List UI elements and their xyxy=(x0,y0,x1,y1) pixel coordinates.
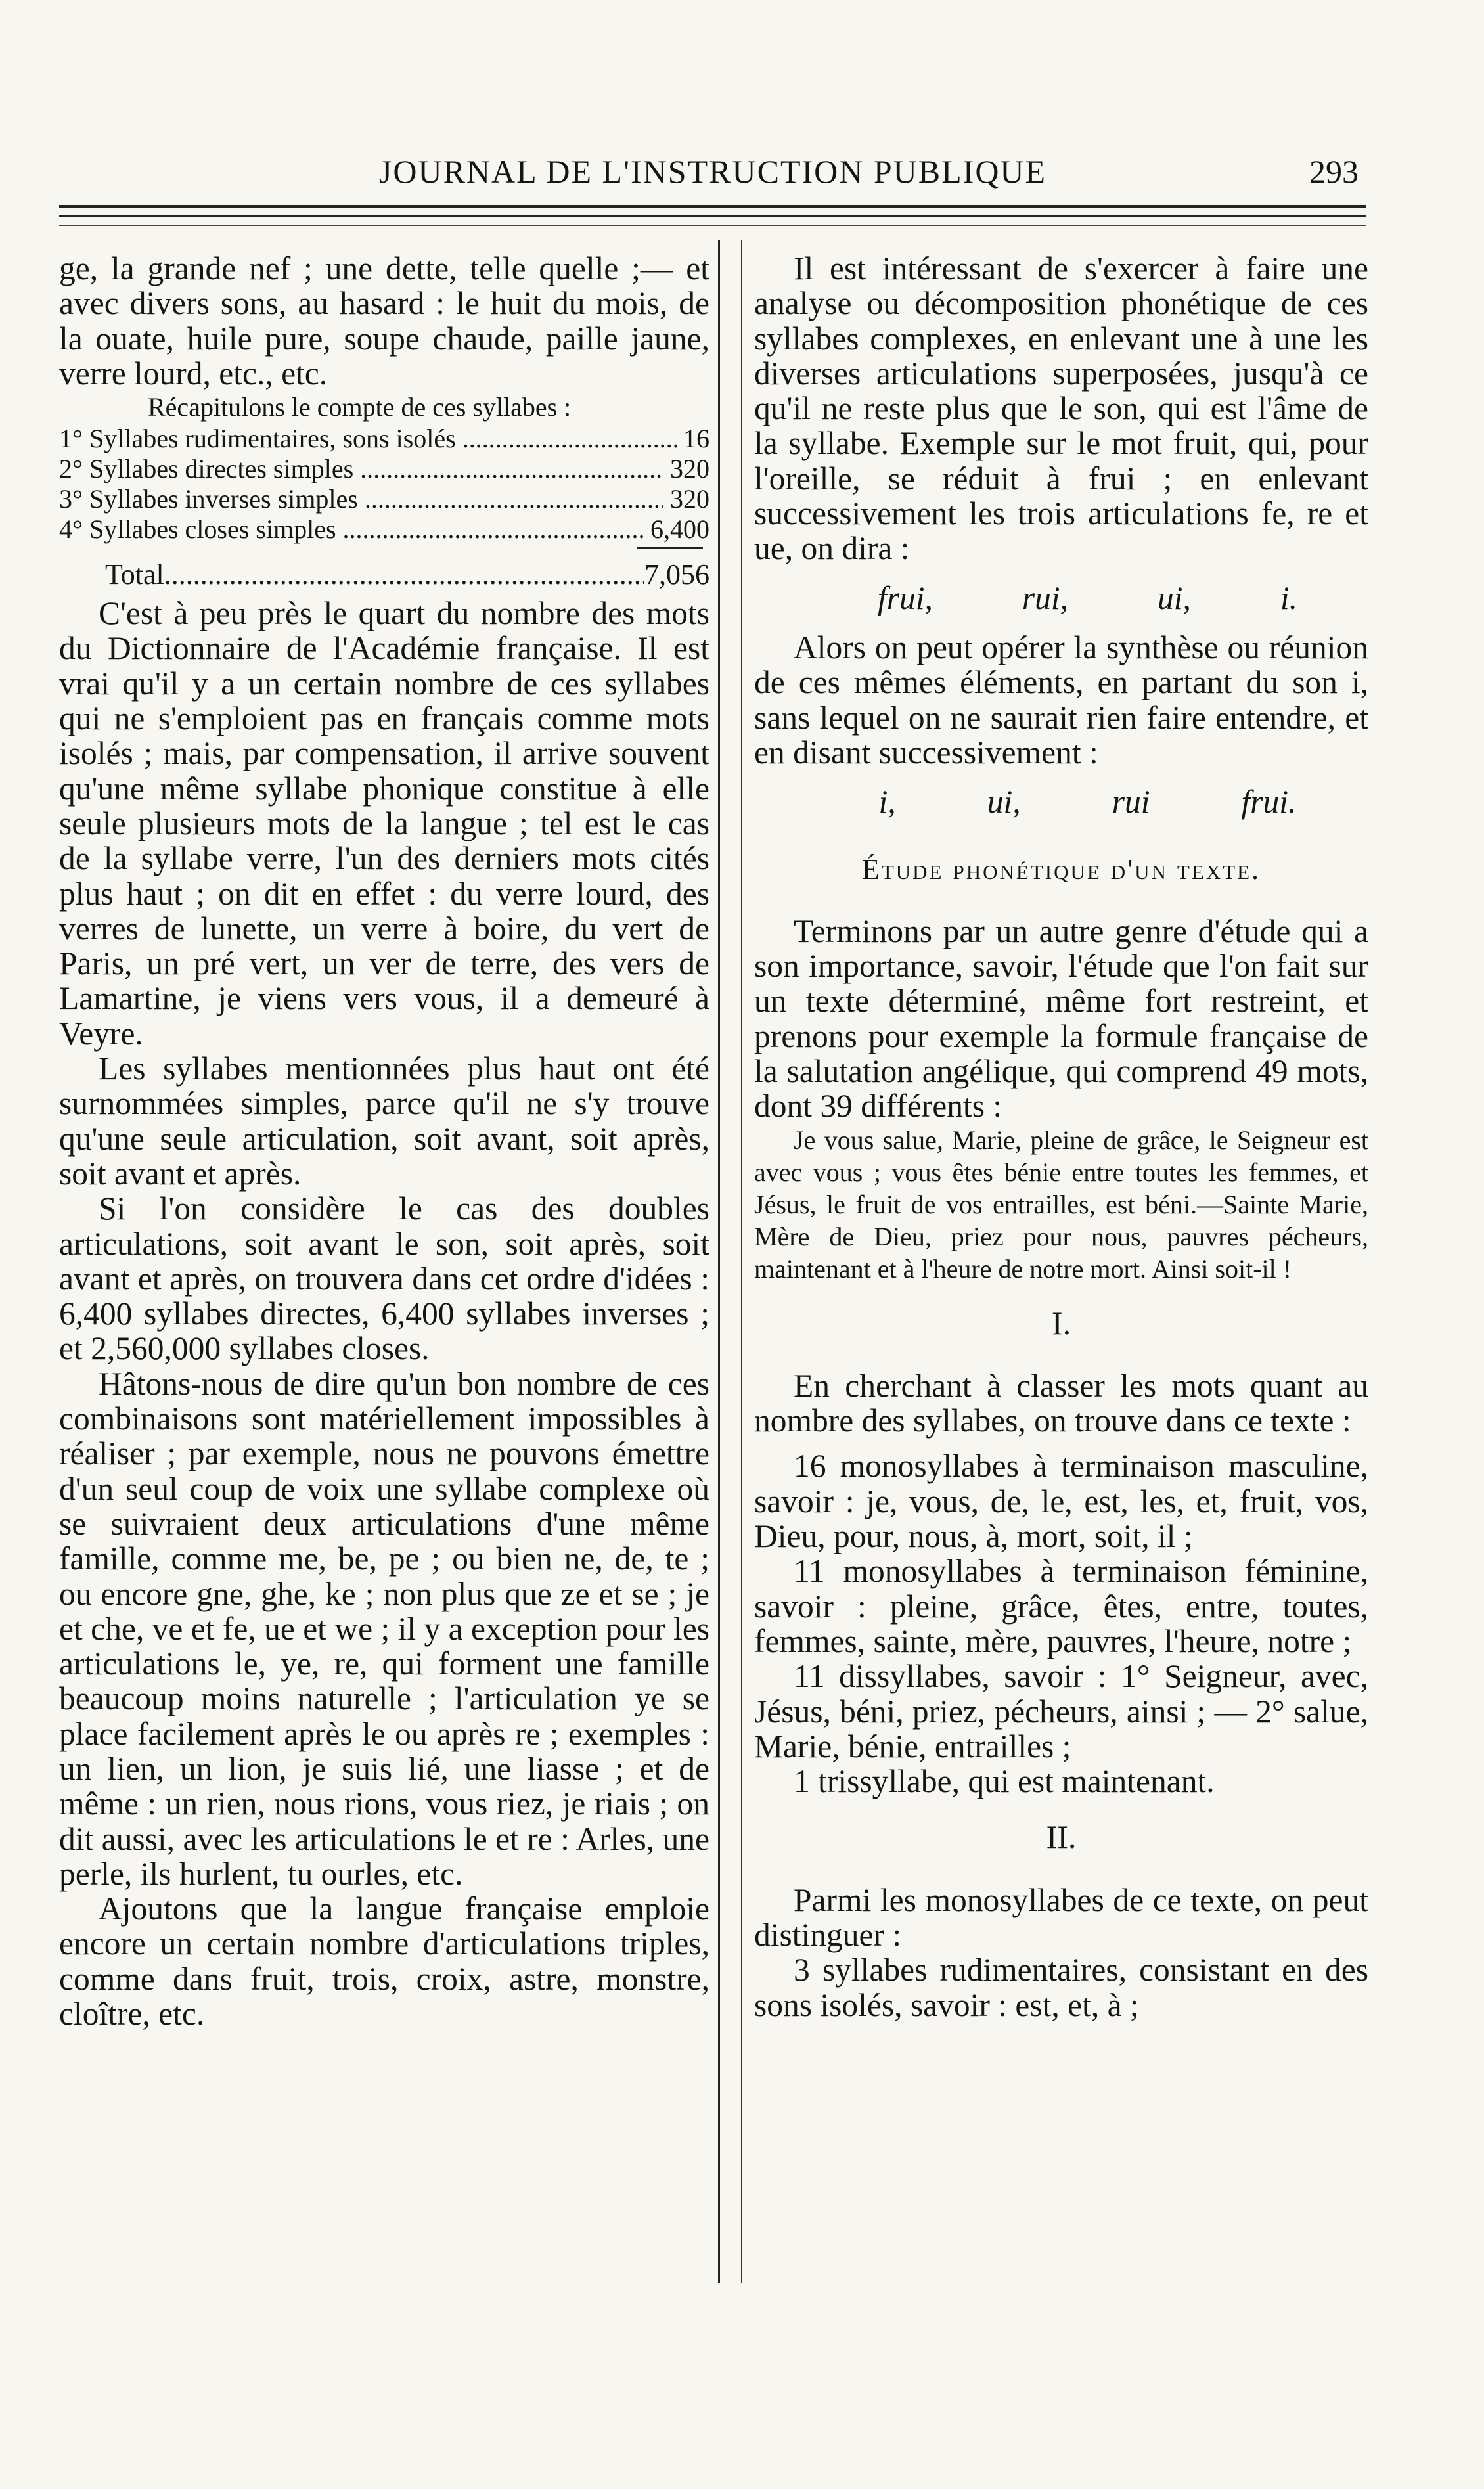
syllable: i. xyxy=(1280,579,1297,616)
header-rule-thick xyxy=(59,205,1366,208)
left-paragraph-6: Ajoutons que la langue française emploie encore un certain nombre d'articulations triples, comme dans fruit, trois, croix, astre, monstre, cloître, etc. xyxy=(59,1891,709,2032)
right-paragraph-10: 3 syllabes rudimentaires, consistant en des sons isolés, savoir : est, et, à ; xyxy=(754,1952,1368,2023)
synthesis-sequence xyxy=(754,784,1368,819)
recap-label: 2° Syllabes directes simples ..... xyxy=(59,454,663,484)
left-paragraph-2: C'est à peu près le quart du nombre des mots du Dictionnaire de l'Académie française. Il est vrai qu'il y a un certain nombre de ces syllabes qui ne s'emploient pas en français comme mots isolés ; mais, par compensation, il arrive souvent qu'une même syllabe phonique constitue à elle seule plusieurs mots de la langue ; tel est le cas de la syllabe verre, l'un des derniers mots cités plus haut ; on dit en effet : du verre lourd, des verres de lunette, un verre à boire, du vert de Paris, un pré vert, un ver de terre, des vers de Lamartine, je viens vers vous, il a demeuré à Veyre. xyxy=(59,595,709,1052)
syllable: ui, xyxy=(1157,579,1191,616)
sum-rule xyxy=(637,547,703,549)
right-column xyxy=(754,251,1368,2023)
page-header xyxy=(59,152,1366,198)
right-paragraph-4: En cherchant à classer les mots quant au nombre des syllabes, on trouve dans ce texte : xyxy=(754,1367,1368,1439)
recap-row xyxy=(59,424,709,454)
left-paragraph-4: Si l'on considère le cas des doubles articulations, soit avant le son, soit après, soit avant et après, on trouvera dans cet ordre d'idées : 6,400 syllabes directes, 6,400 syllabes inverses ; et 2,560,000 syllabes closes. xyxy=(59,1190,709,1367)
running-title: JOURNAL DE L'INSTRUCTION PUBLIQUE xyxy=(378,153,1047,190)
right-paragraph-7: 11 dissyllabes, savoir : 1° Seigneur, avec, Jésus, béni, priez, pécheurs, ainsi ; — 2° salue, Marie, bénie, entrailles ; xyxy=(754,1658,1368,1764)
syllable: rui, xyxy=(1022,579,1069,616)
right-paragraph-2: Alors on peut opérer la synthèse ou réunion de ces mêmes éléments, en partant du son i, sans lequel on ne saurait rien faire entendre, et en disant successivement : xyxy=(754,629,1368,771)
right-paragraph-6: 11 monosyllabes à terminaison féminine, savoir : pleine, grâce, êtes, entre, toutes, femmes, sainte, mère, pauvres, l'heure, notre ; xyxy=(754,1553,1368,1659)
right-paragraph-3: Terminons par un autre genre d'étude qui a son importance, savoir, l'étude que l'on fait sur un texte déterminé, même fort restreint, et prenons pour exemple la formule française de la salutation angélique, qui comprend 49 mots, dont 39 différents : xyxy=(754,912,1368,1125)
prayer-quote: Je vous salue, Marie, pleine de grâce, le Seigneur est avec vous ; vous êtes bénie entre toutes les femmes, et Jésus, le fruit de vos entrailles, est béni.—Sainte Marie, Mère de Dieu, priez pour nous, pauvres pécheurs, maintenant et à l'heure de notre mort. Ainsi soit-il ! xyxy=(754,1125,1368,1284)
total-value: 7,056 xyxy=(644,558,709,591)
right-paragraph-5: 16 monosyllabes à terminaison masculine, savoir : je, vous, de, le, est, les, et, fruit, vos, Dieu, pour, nous, à, mort, soit, il ; xyxy=(754,1448,1368,1555)
analysis-sequence xyxy=(754,581,1368,616)
column-divider xyxy=(718,240,720,2283)
syllable: frui, xyxy=(877,579,933,616)
recap-value: 6,400 xyxy=(650,514,709,545)
recap-value: 16 xyxy=(683,424,709,454)
section-heading-1: I. xyxy=(1051,1304,1071,1341)
page-number: 293 xyxy=(1309,153,1359,190)
left-column xyxy=(59,251,709,2031)
header-rule-thin xyxy=(59,215,1366,217)
syllable: i, xyxy=(878,784,896,820)
left-paragraph-3: Les syllabes mentionnées plus haut ont été surnommées simples, parce qu'il ne s'y trouve qu'une seule articulation, soit avant, soit après, soit avant et après. xyxy=(59,1050,709,1192)
recap-label: 1° Syllabes rudimentaires, sons isolés ..... xyxy=(59,424,677,454)
recap-row xyxy=(59,514,709,545)
spacer xyxy=(754,1438,1368,1448)
recap-value: 320 xyxy=(670,484,709,514)
recap-value: 320 xyxy=(670,454,709,484)
recap-label: 4° Syllabes closes simples ..... xyxy=(59,514,644,545)
recap-row xyxy=(59,484,709,514)
right-paragraph-8: 1 trissyllabe, qui est maintenant. xyxy=(794,1763,1215,1800)
column-divider-inner xyxy=(741,240,742,2283)
total-label: Total ..... xyxy=(59,554,644,596)
left-paragraph-5: Hâtons-nous de dire qu'un bon nombre de ces combinaisons sont matériellement impossibles à réaliser ; par exemple, nous ne pouvons émettre d'un seul coup de voix une syllabe complexe où se suivraient deux articulations d'une même famille, comme me, be, pe ; ou bien ne, de, te ; ou encore gne, ghe, ke ; non plus que ze et se ; je et che, ve et fe, ue et we ; il y a exception pour les articulations le, ye, re, qui forment une famille beaucoup moins naturelle ; l'articulation ye se place facilement après le ou après re ; exemples : un lien, un lion, je suis lié, une liasse ; et de même : un rien, nous rions, vous riez, je riais ; on dit aussi, avec les articulations le et re : Arles, une perle, ils hurlent, tu ourles, etc. xyxy=(59,1365,709,1892)
right-paragraph-9: Parmi les monosyllabes de ce texte, on peut distinguer : xyxy=(754,1881,1368,1953)
syllable: frui. xyxy=(1241,784,1297,820)
recap-total-row xyxy=(59,554,709,596)
recap-label: 3° Syllabes inverses simples ..... xyxy=(59,484,663,514)
recap-intro: Récapitulons le compte de ces syllabes : xyxy=(148,392,572,422)
section-title: Étude phonétique d'un texte. xyxy=(861,853,1261,886)
recap-row xyxy=(59,454,709,484)
right-paragraph-1: Il est intéressant de s'exercer à faire une analyse ou décomposition phonétique de ces syllabes complexes, en enlevant une à une les diverses articulations superposées, jusqu'à ce qu'il ne reste plus que le son, qui est l'âme de la syllabe. Exemple sur le mot fruit, qui, pour l'oreille, se réduit à frui ; en enlevant successivement les trois articulations fe, re et ue, on dira : xyxy=(754,250,1368,567)
syllable: ui, xyxy=(987,784,1021,820)
header-rule-thin-lower xyxy=(59,225,1366,226)
section-heading-2: II. xyxy=(1046,1818,1077,1856)
syllable: rui xyxy=(1112,784,1150,820)
left-paragraph-1: ge, la grande nef ; une dette, telle quelle ;— et avec divers sons, au hasard : le huit du mois, de la ouate, huile pure, soupe chaude, paille jaune, verre lourd, etc., etc. xyxy=(59,250,709,392)
